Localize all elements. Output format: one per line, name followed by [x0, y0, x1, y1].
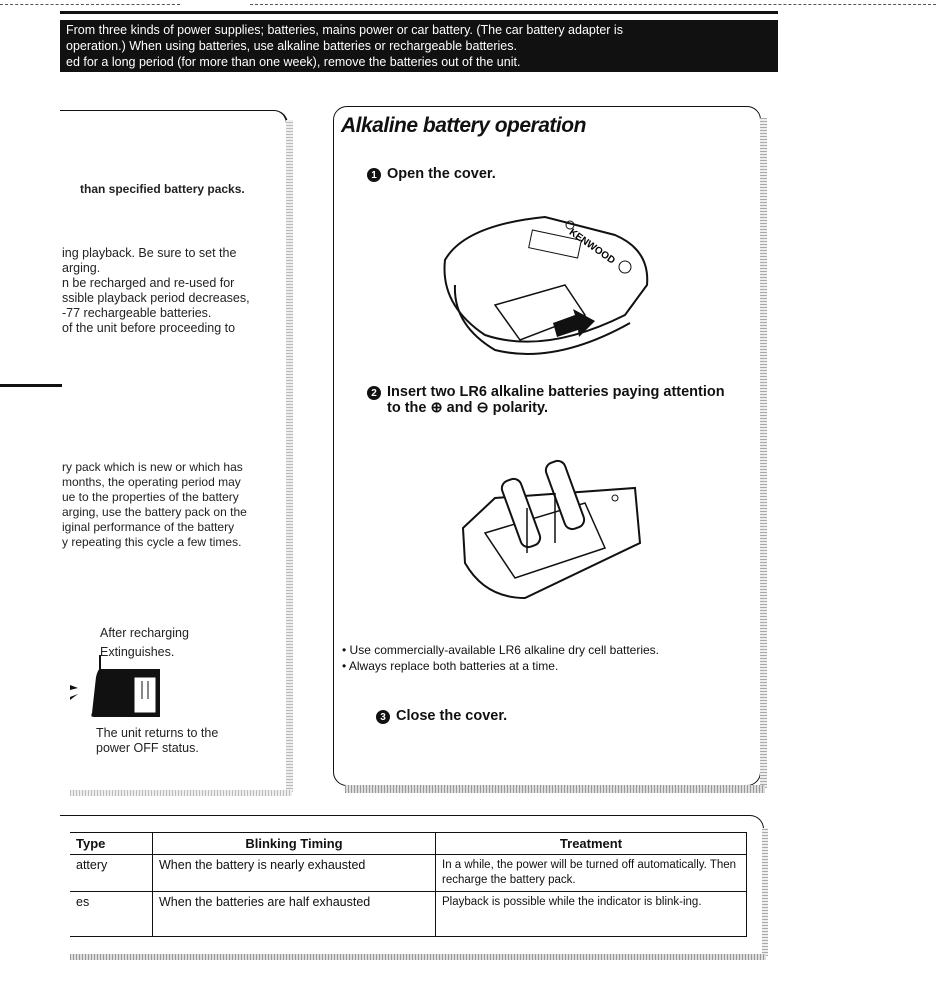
arrow-icon — [70, 694, 78, 700]
step-number: 3 — [376, 710, 390, 724]
cell-timing: When the batteries are half exhausted — [153, 892, 436, 937]
pack-indicator-illustration — [62, 655, 172, 725]
col-type-header: Type — [70, 833, 153, 855]
left-para-1-line: arging. — [62, 261, 101, 275]
left-para-1-line: n be recharged and re-used for — [62, 276, 235, 290]
top-dashed-rule-left — [0, 4, 180, 5]
step-text: Insert two LR6 alkaline batteries paying attention — [387, 384, 725, 400]
cell-type: es — [70, 892, 153, 937]
table-panel-bottom-shadow — [70, 954, 766, 960]
left-para-1-line: -77 rechargeable batteries. — [62, 306, 212, 320]
power-off-note — [96, 726, 218, 756]
header-line-1: From three kinds of power supplies; batteries, mains power or car battery. (The car battery adapter is — [66, 23, 623, 37]
top-dashed-rule-right — [250, 4, 936, 5]
cell-treatment: In a while, the power will be turned off automatically. Then recharge the battery pack. — [436, 855, 747, 892]
col-treatment-header: Treatment — [436, 833, 747, 855]
left-panel-bottom-shadow — [70, 790, 292, 796]
left-section-rule — [0, 384, 62, 387]
table-panel-shadow — [762, 828, 768, 956]
header-band — [60, 20, 778, 72]
power-off-note-line: The unit returns to the — [96, 726, 219, 740]
step-text: Close the cover. — [396, 708, 508, 724]
open-cover-illustration — [425, 205, 675, 365]
after-recharging-text: After recharging — [100, 626, 189, 640]
alkaline-panel-shadow — [760, 118, 767, 788]
bullet-item: • Always replace both batteries at a time. — [342, 659, 559, 673]
step-text: to the ⊕ and ⊖ polarity. — [387, 400, 548, 416]
power-off-note-line: power OFF status. — [96, 741, 199, 755]
left-para-2-line: y repeating this cycle a few times. — [62, 535, 242, 549]
cell-timing: When the battery is nearly exhausted — [153, 855, 436, 892]
left-para-1-line: of the unit before proceeding to — [62, 321, 236, 335]
blinking-table — [70, 832, 747, 937]
insert-batteries-illustration — [455, 448, 645, 608]
left-panel-shadow — [286, 120, 293, 792]
left-para-1 — [62, 246, 250, 336]
step-text-block — [387, 384, 725, 416]
step-text: Open the cover. — [387, 166, 496, 182]
extinguishes-text: Extinguishes. — [100, 645, 175, 659]
step-2 — [367, 384, 725, 416]
step-3 — [376, 708, 507, 724]
header-line-3: ed for a long period (for more than one week), remove the batteries out of the unit. — [66, 55, 521, 69]
battery-notes — [342, 642, 659, 674]
brand-logo: KENWOOD — [566, 226, 617, 267]
bullet-text: Use commercially-available LR6 alkaline dry cell batteries. — [349, 643, 660, 657]
header-line-2: operation.) When using batteries, use alkaline batteries or rechargeable batteries. — [66, 39, 517, 53]
left-para-2-line: iginal performance of the battery — [62, 520, 235, 534]
step-number: 2 — [367, 386, 381, 400]
left-para-2-line: ue to the properties of the battery — [62, 490, 239, 504]
bullet-text: Always replace both batteries at a time. — [348, 659, 559, 673]
left-para-1-line: ing playback. Be sure to set the — [62, 246, 237, 260]
table-row — [70, 855, 747, 892]
table-row — [70, 892, 747, 937]
arrow-icon — [70, 685, 78, 690]
left-para-2-line: ry pack which is new or which has — [62, 460, 243, 474]
left-para-2-line: arging, use the battery pack on the — [62, 505, 247, 519]
step-1 — [367, 166, 496, 182]
left-para-1-line: ssible playback period decreases, — [62, 291, 250, 305]
alkaline-panel-bottom-shadow — [345, 785, 765, 793]
cell-type: attery — [70, 855, 153, 892]
left-para-2-line: months, the operating period may — [62, 475, 241, 489]
battery-window-icon — [134, 677, 156, 713]
section-title: Alkaline battery operation — [341, 114, 586, 137]
table-header-row — [70, 833, 747, 855]
col-timing-header: Blinking Timing — [153, 833, 436, 855]
step-number: 1 — [367, 168, 381, 182]
cell-treatment: Playback is possible while the indicator is blink-ing. — [436, 892, 747, 937]
header-rule — [60, 11, 778, 14]
bullet-item: • Use commercially-available LR6 alkaline dry cell batteries. — [342, 643, 660, 657]
left-para-2 — [62, 460, 247, 550]
left-bold-line: than specified battery packs. — [80, 182, 245, 196]
